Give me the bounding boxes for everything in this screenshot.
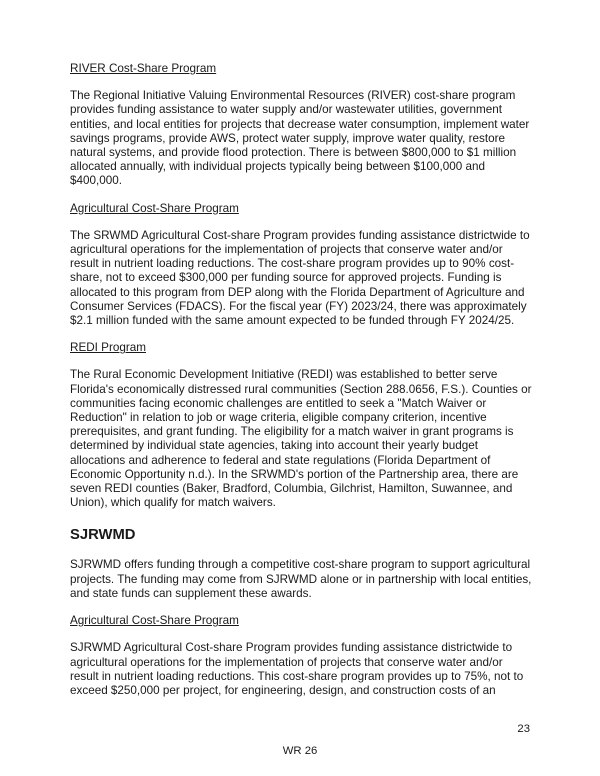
section-body: The Rural Economic Development Initiative (REDI) was established to better serve Florida's economically distressed rural communities (Section 288.0656, F.S.). Counties or communities facing economic challenges are entitled to seek a "Match Waiver or Reduction" in relation to job or wage criteria, eligible company criterion, incentive prerequisites, and grant funding. The eligibility for a match waiver in grant programs is determined by individual state agencies, taking into account their yearly budget allocations and adherence to federal and state regulations (Florida Department of Economic Opportunity n.d.). In the SRWMD's portion of the Partnership area, there are seven REDI counties (Baker, Bradford, Columbia, Gilchrist, Hamilton, Suwannee, and Union), which qualify for match waivers.	[70, 368, 532, 510]
page-number: 23	[517, 723, 530, 735]
footer-label: WR 26	[282, 745, 318, 757]
section-srwmd-agricultural-cost-share	[70, 202, 532, 329]
section-body: SJRWMD offers funding through a competitive cost-share program to support agricultural projects. The funding may come from SJRWMD alone or in partnership with local entities, and state funds can supplement these awards.	[70, 558, 532, 600]
section-heading: Agricultural Cost-Share Program	[70, 201, 239, 215]
section-heading-major: SJRWMD	[70, 527, 136, 544]
section-body: The SRWMD Agricultural Cost-share Program provides funding assistance districtwide to agricultural operations for the implementation of projects that conserve water and/or result in nutrient loading reductions. The cost-share program provides up to 90% cost-share, not to exceed $300,000 per funding source for approved projects. Funding is allocated to this program from DEP along with the Florida Department of Agriculture and Consumer Services (FDACS). For the fiscal year (FY) 2023/24, there was approximately $2.1 million funded with the same amount expected to be funded through FY 2024/25.	[70, 228, 530, 328]
document-content	[70, 62, 532, 711]
section-heading: RIVER Cost-Share Program	[70, 62, 217, 75]
section-river-cost-share	[70, 62, 532, 189]
section-heading: Agricultural Cost-Share Program	[70, 614, 239, 628]
section-heading: REDI Program	[70, 341, 146, 355]
section-sjrwmd-agricultural-cost-share	[70, 614, 532, 698]
section-sjrwmd	[70, 527, 532, 601]
section-redi-program	[70, 341, 532, 510]
section-body: SJRWMD Agricultural Cost-share Program provides funding assistance districtwide to agricultural operations for the implementation of projects that conserve water and/or result in nutrient loading reductions. This cost-share program provides up to 75%, not to exceed $250,000 per project, for engineering, design, and construction costs of an	[70, 641, 524, 697]
section-body: The Regional Initiative Valuing Environmental Resources (RIVER) cost-share program provides funding assistance to water supply and/or wastewater utilities, government entities, and local entities for projects that decrease water consumption, implement water savings programs, provide AWS, protect water supply, improve water quality, restore natural systems, and provide flood protection. There is between $800,000 to $1 million allocated annually, with individual projects typically being between $100,000 and $400,000.	[70, 89, 530, 188]
